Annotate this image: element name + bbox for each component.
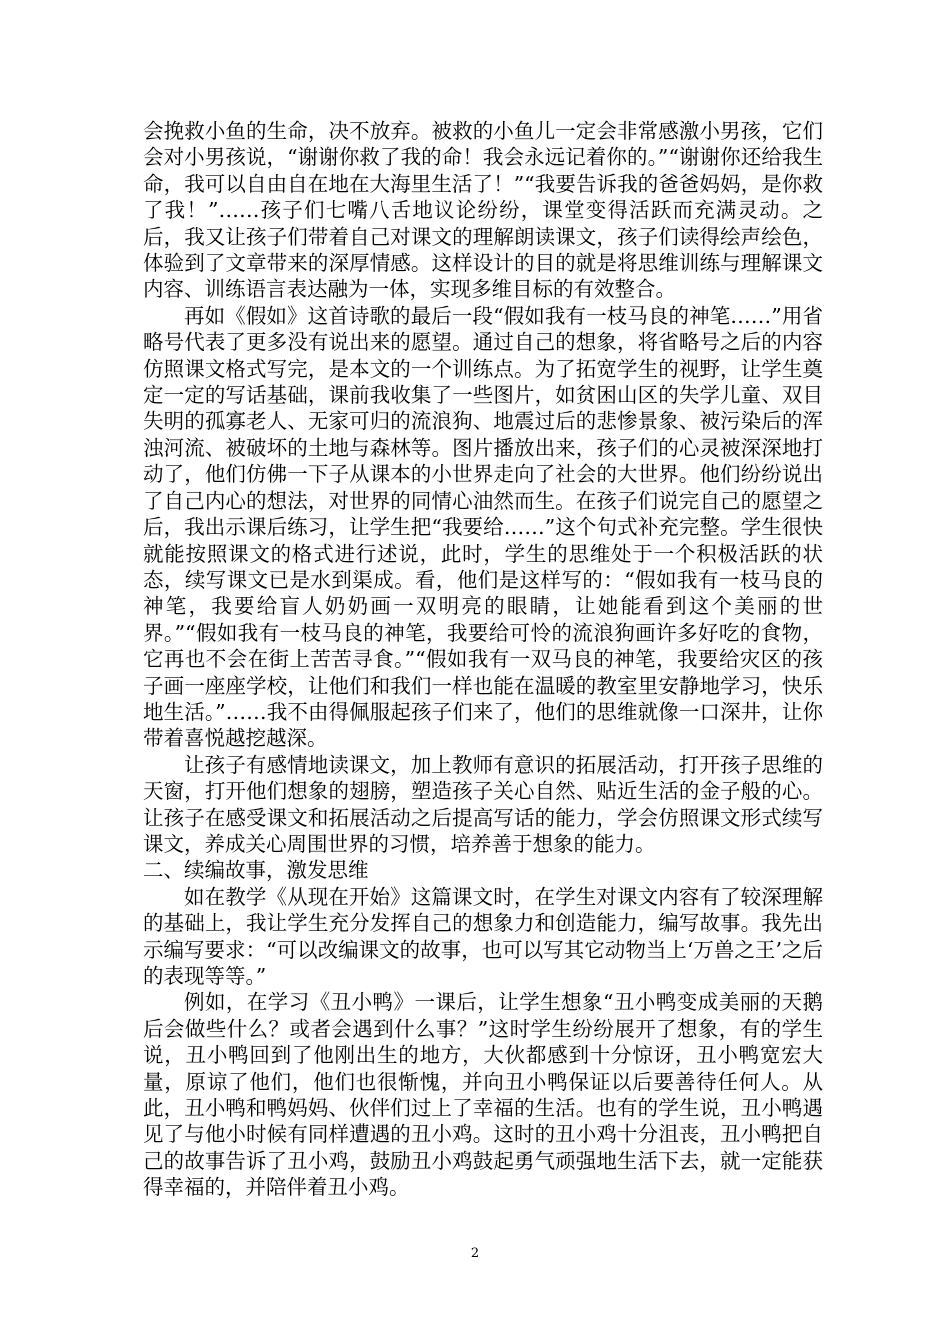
paragraph: 再如《假如》这首诗歌的最后一段“假如我有一枝马良的神笔……”用省略号代表了更多没有说出来的愿望。通过自己的想象，将省略号之后的内容仿照课文格式写完，是本文的一个训练点。为了拓宽学生的视野，让学生奠定一定的写话基础，课前我收集了一些图片，如贫困山区的失学儿童、双目失明的孤寡老人、无家可归的流浪狗、地震过后的悲惨景象、被污染后的浑浊河流、被破坏的土地与森林等。图片播放出来，孩子们的心灵被深深地打动了，他们仿佛一下子从课本的小世界走向了社会的大世界。他们纷纷说出了自己内心的想法，对世界的同情心油然而生。在孩子们说完自己的愿望之后，我出示课后练习，让学生把“我要给……”这个句式补充完整。学生很快就能按照课文的格式进行述说，此时，学生的思维处于一个积极活跃的状态，续写课文已是水到渠成。看，他们是这样写的：“假如我有一枝马良的神笔，我要给盲人奶奶画一双明亮的眼睛，让她能看到这个美丽的世界。”“假如我有一枝马良的神笔，我要给可怜的流浪狗画许多好吃的食物，它再也不会在街上苦苦寻食。”“假如我有一双马良的神笔，我要给灾区的孩子画一座座学校，让他们和我们一样也能在温暖的教室里安静地学习，快乐地生活。”……我不由得佩服起孩子们来了，他们的思维就像一口深井，让你带着喜悦越挖越深。	[143, 303, 823, 751]
paragraph: 例如，在学习《丑小鸭》一课后，让学生想象“丑小鸭变成美丽的天鹅后会做些什么？或者会遇到什么事？”这时学生纷纷展开了想象，有的学生说，丑小鸭回到了他刚出生的地方，大伙都感到十分惊讶，丑小鸭宽宏大量，原谅了他们，他们也很惭愧，并向丑小鸭保证以后要善待任何人。从此，丑小鸭和鸭妈妈、伙伴们过上了幸福的生活。也有的学生说，丑小鸭遇见了与他小时候有同样遭遇的丑小鸡。这时的丑小鸡十分沮丧，丑小鸭把自己的故事告诉了丑小鸡，鼓励丑小鸡鼓起勇气顽强地生活下去，就一定能获得幸福的，并陪伴着丑小鸡。	[143, 990, 823, 1200]
page-number: 2	[470, 1246, 480, 1261]
paragraph: 让孩子有感情地读课文，加上教师有意识的拓展活动，打开孩子思维的天窗，打开他们想象的翅膀，塑造孩子关心自然、贴近生活的金子般的心。让孩子在感受课文和拓展活动之后提高写话的能力，学会仿照课文形式续写课文，养成关心周围世界的习惯，培养善于想象的能力。	[143, 752, 823, 856]
section-heading: 二、续编故事，激发思维	[143, 858, 369, 883]
paragraph: 如在教学《从现在开始》这篇课文时，在学生对课文内容有了较深理解的基础上，我让学生充分发挥自己的想象力和创造能力，编写故事。我先出示编写要求：“可以改编课文的故事，也可以写其它动物当上‘万兽之王’之后的表现等等。”	[143, 884, 823, 988]
document-body	[143, 118, 823, 1201]
paragraph: 会挽救小鱼的生命，决不放弃。被救的小鱼儿一定会非常感激小男孩，它们会对小男孩说，“谢谢你救了我的命！我会永远记着你的。”“谢谢你还给我生命，我可以自由自在地在大海里生活了！”“我要告诉我的爸爸妈妈，是你救了我！”……孩子们七嘴八舌地议论纷纷，课堂变得活跃而充满灵动。之后，我又让孩子们带着自己对课文的理解朗读课文，孩子们读得绘声绘色，体验到了文章带来的深厚情感。这样设计的目的就是将思维训练与理解课文内容、训练语言表达融为一体，实现多维目标的有效整合。	[143, 119, 823, 302]
